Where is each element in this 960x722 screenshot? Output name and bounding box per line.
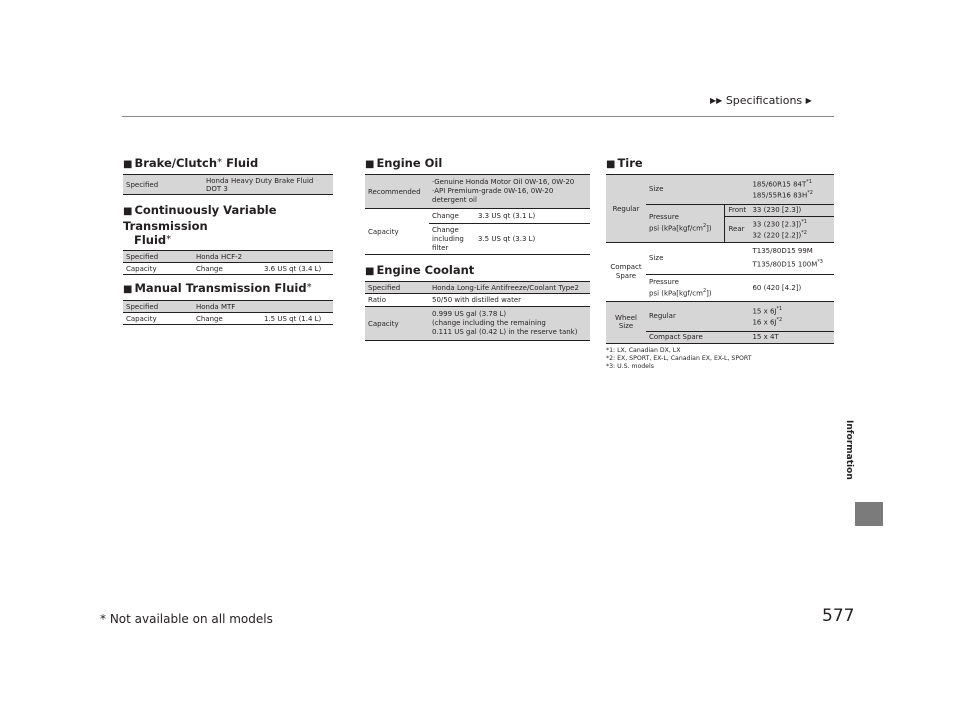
column-middle — [365, 156, 590, 341]
square-bullet-icon: ■ — [123, 159, 133, 170]
square-bullet-icon: ■ — [365, 266, 375, 277]
table-row: Pressure psi $(kPa[kgf/cm^2])$ Front 33 (230 [2.3]) — [606, 204, 834, 216]
table-row: Compact Spare 15 x 4T — [606, 331, 834, 343]
tire-table — [606, 174, 834, 344]
table-row: Recommended ·Genuine Honda Motor Oil 0W-16, 0W-20 ·API Premium-grade 0W-16, 0W-20 detergent oil — [365, 175, 590, 209]
breadcrumb — [710, 94, 812, 107]
page-number: 577 — [822, 606, 855, 626]
table-row: Specified Honda Long-Life Antifreeze/Coolant Type2 — [365, 282, 590, 294]
section-side-label: Information — [844, 420, 854, 480]
square-bullet-icon: ■ — [606, 159, 616, 170]
tire-footnotes: *1: LX, Canadian DX, LX *2: EX, SPORT, EX-L, Canadian EX, EX-L, SPORT *3: U.S. models — [606, 346, 752, 370]
table-row: Capacity 0.999 US gal (3.78 L) (change including the remaining 0.111 US gal (0.42 L) in the reserve tank) — [365, 307, 590, 341]
table-row: Rear 33 (230 [2.3])$^{*1}$ 32 (220 [2.2])$^{*2}$ — [606, 216, 834, 243]
triangle-right-icon: ▶ — [805, 96, 812, 105]
column-right — [606, 156, 834, 371]
table-row: Specified Honda MTF — [123, 301, 333, 313]
table-row: Capacity Change 1.5 US qt (1.4 L) — [123, 313, 333, 325]
engine-oil-title: ■ Engine Oil — [365, 156, 443, 170]
column-left — [123, 156, 333, 325]
section-tab — [855, 502, 883, 526]
mt-fluid-table — [123, 300, 333, 325]
engine-oil-table — [365, 174, 590, 255]
footnote: * Not available on all models — [100, 612, 273, 626]
table-row: Capacity Change 3.6 US qt (3.4 L) — [123, 263, 333, 275]
tire-title: ■ Tire — [606, 156, 643, 170]
table-row: Ratio 50/50 with distilled water — [365, 294, 590, 307]
table-row: Specified Honda HCF-2 — [123, 251, 333, 263]
triangle-right-icon: ▶▶ — [710, 96, 723, 105]
engine-coolant-title: ■ Engine Coolant — [365, 263, 475, 277]
cvt-fluid-title: ■ Continuously Variable Transmission Fluid* — [123, 203, 277, 247]
square-bullet-icon: ■ — [365, 159, 375, 170]
table-row: Pressure psi $(kPa[kgf/cm^2])$ 60 (420 [4.2]) — [606, 274, 834, 301]
table-row: Compact Spare Size T135/80D15 99M T135/80D15 $100M^{*3}$ — [606, 243, 834, 274]
mt-fluid-title: ■ Manual Transmission Fluid* — [123, 281, 312, 295]
table-row: Capacity Change 3.3 US qt (3.1 L) — [365, 209, 590, 224]
brake-fluid-table — [123, 174, 333, 195]
engine-coolant-table — [365, 281, 590, 341]
brake-fluid-title: ■ Brake/Clutch* Fluid — [123, 156, 259, 170]
square-bullet-icon: ■ — [123, 284, 133, 295]
cvt-fluid-table — [123, 250, 333, 275]
square-bullet-icon: ■ — [123, 206, 133, 217]
table-row: Change including filter 3.5 US qt (3.3 L) — [365, 224, 590, 255]
table-row: Specified Honda Heavy Duty Brake Fluid DOT 3 — [123, 175, 333, 195]
header-divider — [122, 116, 834, 117]
breadcrumb-text: Specifications — [725, 94, 803, 107]
table-row: Wheel Size Regular 15 x $6J^{*1}$ 16 x $6J^{*2}$ — [606, 301, 834, 331]
table-row: Regular Size 185/60R15 $84T^{*1}$ 185/55R16 $83H^{*2}$ — [606, 175, 834, 205]
